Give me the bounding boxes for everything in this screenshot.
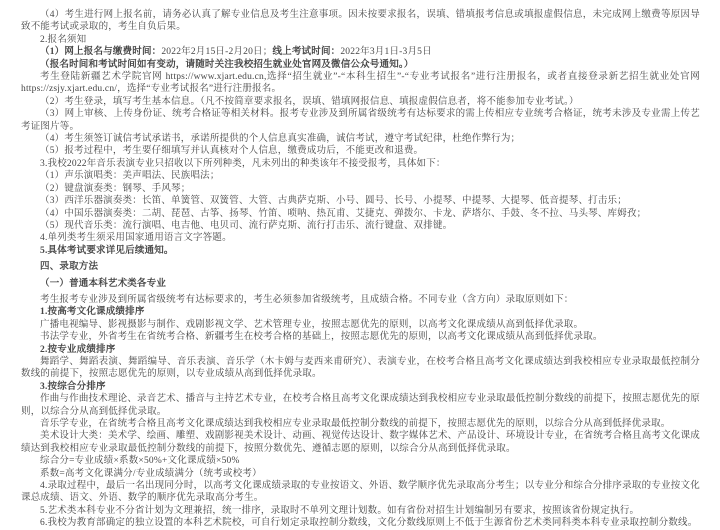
paragraph-culture-score-majors: 广播电视编导、影视摄影与制作、戏剧影视文学、艺术管理专业，按照志愿优先的原则，以高考文化课成绩从高到低择优录取。	[40, 319, 584, 330]
paragraph-integrity-commitment: （4）考生须签订诚信考试承诺书，承诺所提供的个人信息真实准确，诚信考试，遵守考试纪律，杜绝作弊行为；	[40, 134, 521, 145]
paragraph-coefficient-formula: 系数=高考文化课满分/专业成绩满分（统考或校考）	[40, 468, 262, 479]
paragraph-keyboard-category: （2）键盘演奏类：钢琴、手风琴；	[40, 183, 191, 194]
paragraph-calligraphy-major: 书法学专业，外省考生在省统考合格、新疆考生在校考合格的基础上，按照志愿优先的原则，以高考文化课成绩从高到低择优录取。	[40, 332, 603, 343]
heading-rank-by-major-score: 2.按专业成绩排序	[40, 344, 116, 355]
heading-rank-by-composite-score: 3.按综合分排序	[40, 381, 106, 392]
paragraph-musicology-major: 音乐学专业，在省统考合格且高考文化课成绩达到我校相应专业录取最低控制分数线的前提下，按照志愿优先的原则，以综合分从高到低择优录取。	[40, 419, 671, 429]
paragraph-registration-notice-heading: 2.报名须知	[40, 34, 87, 45]
paragraph-registration-and-exam-time	[21, 46, 700, 58]
paragraph-login-fill-info: （2）考生登录，填写考生基本信息。（凡不按简章要求报名，误填、错填网报信息、填报虚假信息者，将不能参加专业考试。）	[40, 96, 579, 107]
paragraph-independent-score-line: 6.我校为教育部确定的独立设置的本科艺术院校，可自行划定录取控制分数线，文化分数线原则上不低于生源省份艺术类同科类本科专业录取控制分数线。	[40, 518, 698, 529]
paragraph-modern-music-category: （5）现代音乐类：流行演唱、电吉他、电贝司、流行萨克斯、流行打击乐、流行键盘、双排键。	[40, 220, 453, 231]
paragraph-language-requirement: 4.单列类考生须采用国家通用语言文字答题。	[40, 233, 232, 244]
paragraph-chinese-instruments-category: （4）中国乐器演奏类：二胡、琵琶、古筝、扬琴、竹笛、唢呐、热瓦甫、艾捷克、弹拨尔、卡龙、萨塔尔、手鼓、冬不拉、马头琴、库姆孜；	[40, 208, 647, 219]
paragraph-composite-score-formula: 综合分=专业成绩×系数×50%+文化课成绩×50%	[40, 456, 240, 467]
paragraph-exam-requirements-notice: 5.具体考试要求详见后续通知。	[40, 245, 174, 256]
text-run-registration-time-label: （1）网上报名与缴费时间：	[40, 47, 162, 58]
paragraph-western-instruments-category: （3）西洋乐器演奏类：长笛、单簧管、双簧管、大管、古典萨克斯、小号、圆号、长号、小提琴、中提琴、大提琴、低音提琴、打击乐；	[40, 196, 627, 207]
paragraph-payment-no-change: （5）报考过程中，考生要仔细填写并认真核对个人信息，缴费成功后，不能更改和退费。	[40, 146, 424, 157]
paragraph-tie-breaking-rule: 4.录取过程中，最后一名出现同分时，以高考文化课成绩录取的专业按语文、外语、数学顺序优先录取高分考生；以专业分和综合分排序录取的专业按文化课总成绩、语文、外语、数学的顺序优先录取高分考生。	[21, 481, 700, 504]
paragraph-music-performance-categories-intro: 3.我校2022年音乐表演专业只招收以下所列种类，凡未列出的种类该年不接受报考，具体如下：	[40, 158, 446, 169]
paragraph-vocal-category: （1）声乐演唱类：美声唱法、民族唱法；	[40, 171, 220, 182]
paragraph-no-separate-plan: 5.艺术类本科专业不分省计划为文理兼招，统一排序，录取时不单列文理计划数。如有省份对招生计划编制另有要求，按照该省份规定执行。	[40, 505, 640, 516]
heading-rank-by-culture-score: 1.按高考文化课成绩排序	[40, 307, 145, 318]
paragraph-major-score-majors: 舞蹈学、舞蹈表演、舞蹈编导、音乐表演、音乐学（木卡姆与麦西来甫研究）、表演专业，在校考合格且高考文化课成绩达到我校相应专业录取最低控制分数线的前提下，按照志愿优先的原则，以专业成绩从高到低择优录取。	[21, 356, 700, 380]
paragraph-online-review-upload: （3）网上审核、上传身份证、统考合格证等相关材料。报考专业涉及到所属省级统考有达标要求的需上传相应专业统考合格证，统考未涉及专业需上传艺考证图片等。	[21, 109, 700, 132]
heading-general-undergraduate-art-majors: （一）普通本科艺术类各专业	[40, 278, 167, 289]
paragraph-composite-score-majors: 作曲与作曲技术理论、录音艺术、播音与主持艺术专业，在校考合格且高考文化课成绩达到我校相应专业录取最低控制分数线的前提下，按照志愿优先的原则，以综合分从高到低择优录取。	[21, 394, 700, 417]
paragraph-fine-arts-design-majors: 美术设计大类：美术学、绘画、雕塑、戏剧影视美术设计、动画、视觉传达设计、数字媒体艺术、产品设计、环境设计专业，在省统考合格且高考文化课成绩达到我校相应专业录取最低控制分数线的前提下，按照分数优先、遵循志愿的原则，以综合分从高到低择优录取。	[21, 431, 700, 454]
heading-admission-method: 四、录取方法	[40, 262, 99, 273]
paragraph-registration-website: 考生登陆新疆艺术学院官网 https://www.xjart.edu.cn,选择“招生就业”-“本科生招生”-“专业考试报名”进行注册报名，或者直接登录新艺招生就业处官网 https://zsjy.xjart.edu.cn/，选择“专业考试报名”进行注册报名。	[21, 72, 700, 95]
text-run-exam-time-value: 2022年3月1日-3月5日	[340, 47, 432, 58]
paragraph-online-registration-warning: （4）考生进行网上报名前，请务必认真了解专业信息及考生注意事项。因未按要求报名，误填、错填报考信息或填报虚假信息，未完成网上缴费等原因导致不能考试或录取的，考生自负后果。	[21, 10, 700, 33]
paragraph-provincial-exam-requirement: 考生报考专业涉及到所属省级统考有达标要求的，考生必须参加省级统考，且成绩合格。不同专业（含方向）录取原则如下：	[40, 294, 574, 305]
text-run-registration-time-value: 2022年2月15日-2月20日；	[161, 47, 273, 58]
text-run-exam-time-label: 线上考试时间：	[272, 47, 341, 58]
paragraph-time-change-notice: （报名时间和考试时间如有变动，请随时关注我校招生就业处官网及微信公众号通知。）	[40, 59, 414, 70]
